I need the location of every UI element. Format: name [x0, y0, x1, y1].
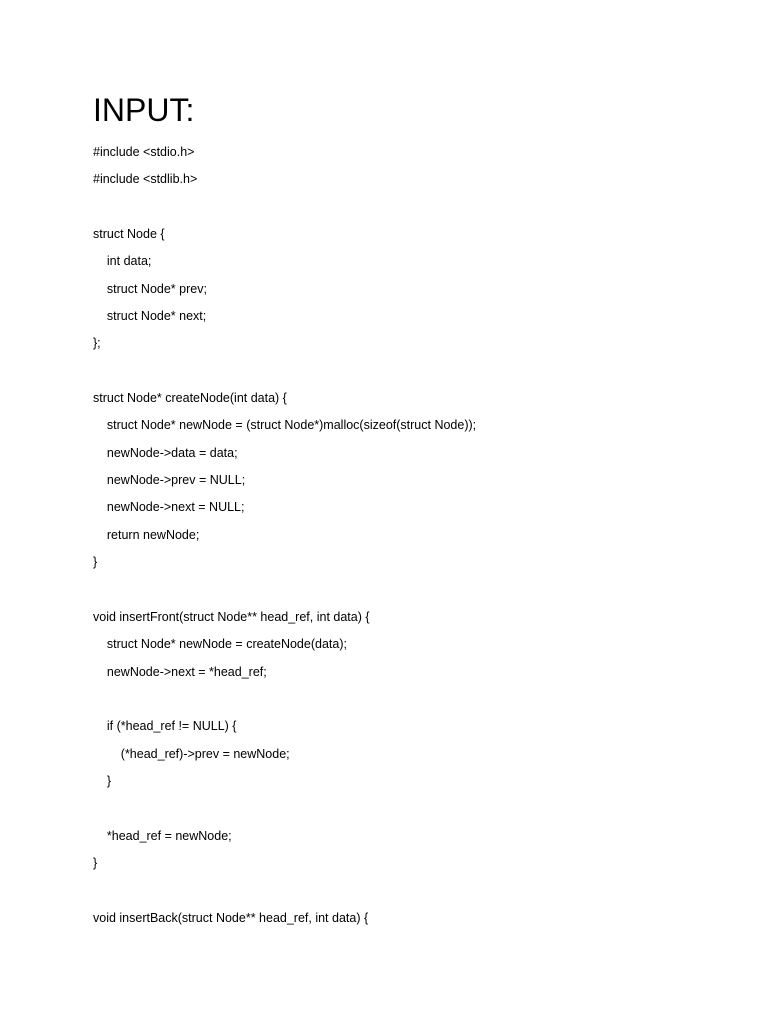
code-line: int data;: [93, 254, 152, 269]
code-line: newNode->next = NULL;: [93, 500, 245, 515]
code-line: #include <stdio.h>: [93, 145, 195, 159]
code-line: newNode->next = *head_ref;: [93, 664, 267, 679]
code-line: [93, 795, 476, 822]
code-line: newNode->data = data;: [93, 445, 238, 460]
code-line: }: [93, 773, 112, 788]
code-line: return newNode;: [93, 527, 200, 542]
code-line: struct Node* newNode = (struct Node*)malloc(sizeof(struct Node));: [93, 418, 477, 433]
page-heading: INPUT:: [93, 92, 195, 128]
code-block: [93, 139, 476, 932]
code-line: [93, 194, 476, 221]
code-line: void insertFront(struct Node** head_ref, int data) {: [93, 609, 370, 624]
code-line: [93, 686, 476, 713]
code-line: newNode->prev = NULL;: [93, 473, 246, 488]
code-line: struct Node* createNode(int data) {: [93, 391, 287, 406]
code-line: struct Node* newNode = createNode(data);: [93, 637, 347, 652]
code-line: *head_ref = newNode;: [93, 828, 232, 843]
code-line: }: [93, 855, 98, 870]
code-line: void insertBack(struct Node** head_ref, int data) {: [93, 910, 369, 925]
code-line: struct Node {: [93, 227, 165, 242]
code-line: struct Node* next;: [93, 309, 207, 324]
code-line: if (*head_ref != NULL) {: [93, 719, 237, 734]
code-line: [93, 577, 476, 604]
code-line: (*head_ref)->prev = newNode;: [93, 746, 290, 761]
code-line: #include <stdlib.h>: [93, 172, 198, 187]
code-line: struct Node* prev;: [93, 281, 207, 296]
code-line: [93, 358, 476, 385]
code-line: [93, 877, 476, 904]
code-line: }: [93, 555, 98, 570]
code-line: };: [93, 336, 101, 351]
